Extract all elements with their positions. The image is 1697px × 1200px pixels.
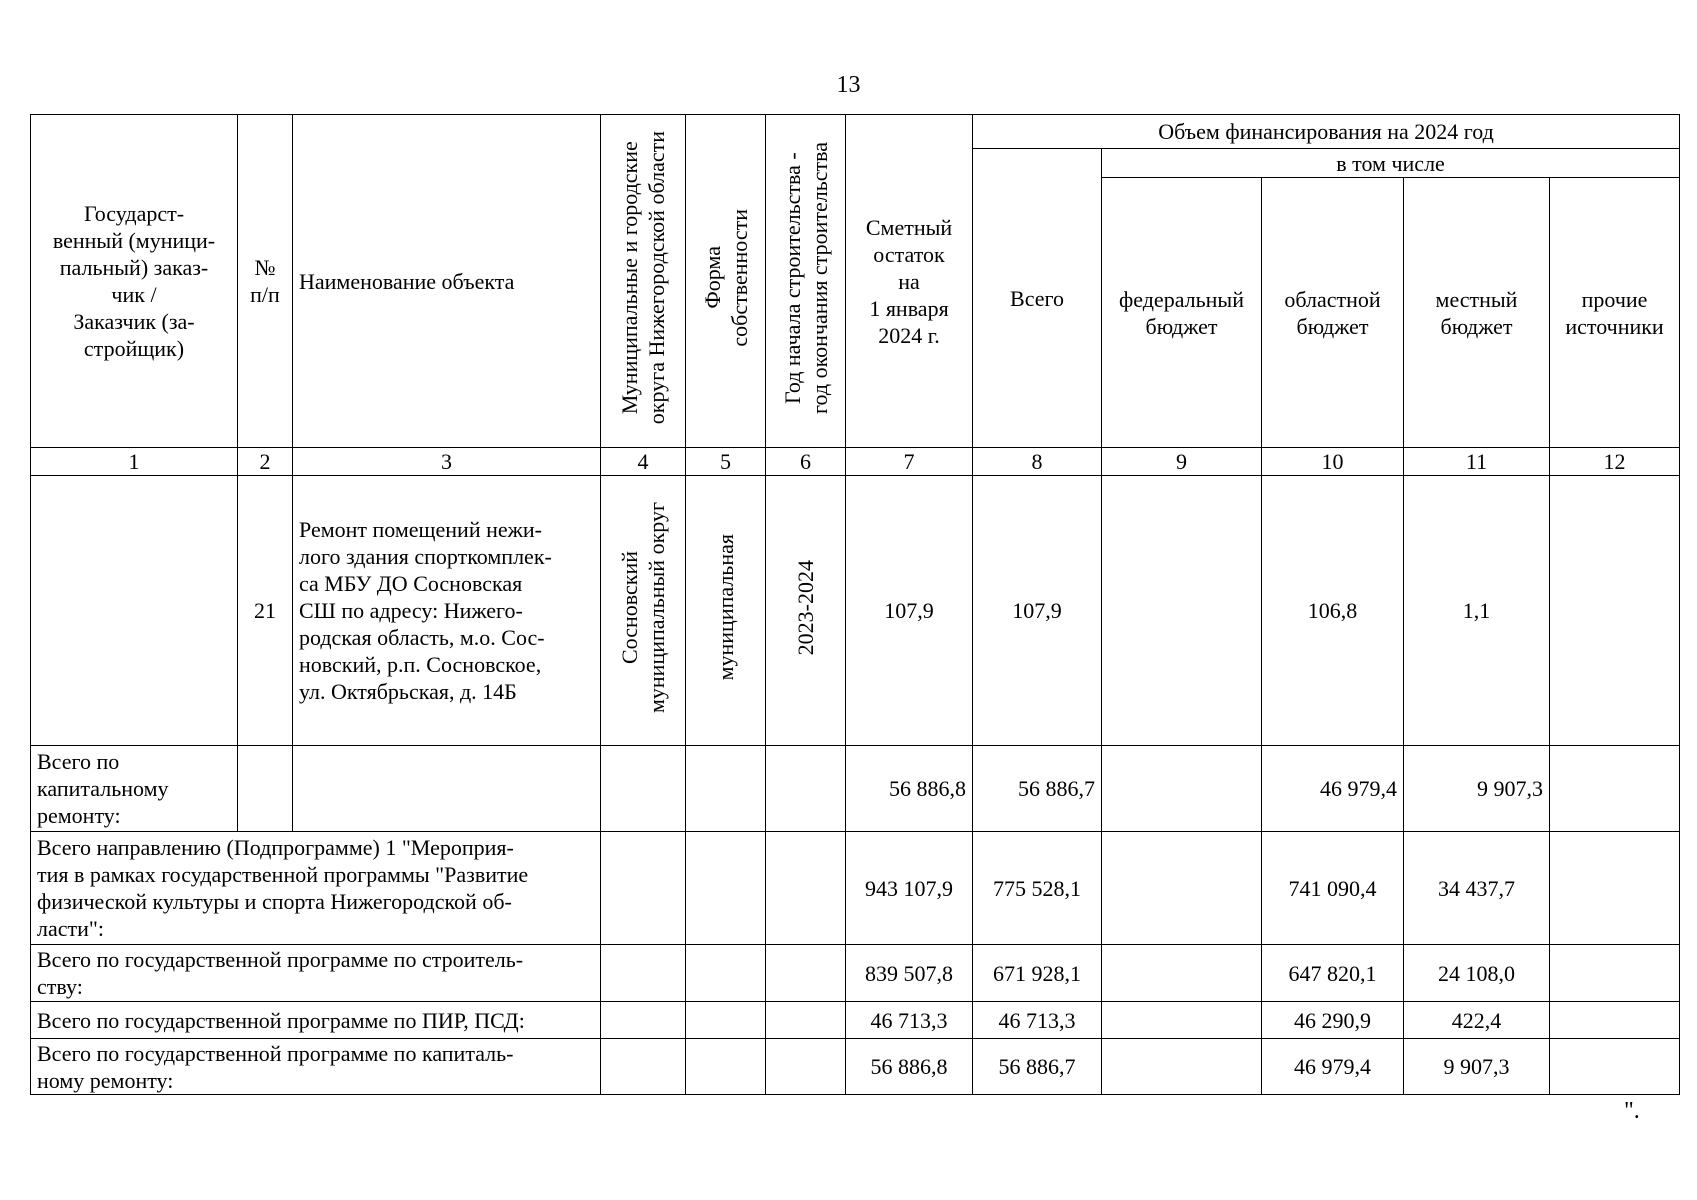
header-municipality: Муниципальные и городские округа Нижегородской области <box>601 115 686 448</box>
empty-cell <box>293 746 601 832</box>
federal-cell <box>1102 1002 1262 1039</box>
empty-cell <box>766 945 846 1002</box>
header-object-name: Наименование объекта <box>293 115 601 448</box>
federal-cell <box>1102 746 1262 832</box>
item-number: 21 <box>238 476 293 746</box>
federal-cell <box>1102 476 1262 746</box>
empty-cell <box>601 945 686 1002</box>
local-cell: 34 437,7 <box>1404 832 1550 945</box>
regional-cell: 106,8 <box>1262 476 1404 746</box>
estimate-cell: 56 886,8 <box>846 1039 973 1095</box>
column-number: 9 <box>1102 448 1262 476</box>
header-regional: областной бюджет <box>1262 178 1404 448</box>
empty-cell <box>686 746 766 832</box>
other-cell <box>1550 1039 1680 1095</box>
estimate-cell: 46 713,3 <box>846 1002 973 1039</box>
table-row-item-21 <box>31 476 1680 746</box>
summary-label: Всего по государственной программе по строитель- ству: <box>31 945 601 1002</box>
regional-cell: 46 979,4 <box>1262 1039 1404 1095</box>
empty-cell <box>238 746 293 832</box>
column-numbers-row <box>31 448 1680 476</box>
empty-cell <box>766 1039 846 1095</box>
header-years: Год начала строительства - год окончания строительства <box>766 115 846 448</box>
empty-cell <box>686 832 766 945</box>
federal-cell <box>1102 1039 1262 1095</box>
column-number: 7 <box>846 448 973 476</box>
estimate-cell: 943 107,9 <box>846 832 973 945</box>
total-cell: 56 886,7 <box>973 746 1102 832</box>
empty-cell <box>601 1039 686 1095</box>
header-other: прочие источники <box>1550 178 1680 448</box>
customer-cell <box>31 476 238 746</box>
local-cell: 9 907,3 <box>1404 1039 1550 1095</box>
total-cell: 671 928,1 <box>973 945 1102 1002</box>
empty-cell <box>601 746 686 832</box>
empty-cell <box>686 1002 766 1039</box>
estimate-cell: 839 507,8 <box>846 945 973 1002</box>
summary-row <box>31 746 1680 832</box>
regional-cell: 46 979,4 <box>1262 746 1404 832</box>
other-cell <box>1550 476 1680 746</box>
column-number: 2 <box>238 448 293 476</box>
ownership-cell: муниципальная <box>686 476 766 746</box>
regional-cell: 46 290,9 <box>1262 1002 1404 1039</box>
estimate-cell: 56 886,8 <box>846 746 973 832</box>
page-number: 13 <box>836 72 861 98</box>
total-cell: 775 528,1 <box>973 832 1102 945</box>
local-cell: 9 907,3 <box>1404 746 1550 832</box>
other-cell <box>1550 746 1680 832</box>
closing-quote-mark: ". <box>1624 1098 1640 1124</box>
local-cell: 24 108,0 <box>1404 945 1550 1002</box>
header-local: местный бюджет <box>1404 178 1550 448</box>
regional-cell: 741 090,4 <box>1262 832 1404 945</box>
header-federal: федеральный бюджет <box>1102 178 1262 448</box>
total-cell: 107,9 <box>973 476 1102 746</box>
federal-cell <box>1102 832 1262 945</box>
empty-cell <box>766 746 846 832</box>
column-number: 10 <box>1262 448 1404 476</box>
financing-table <box>30 114 1680 1095</box>
empty-cell <box>766 1002 846 1039</box>
summary-row <box>31 945 1680 1002</box>
column-number: 8 <box>973 448 1102 476</box>
summary-label: Всего по капитальному ремонту: <box>31 746 238 832</box>
summary-row <box>31 832 1680 945</box>
total-cell: 46 713,3 <box>973 1002 1102 1039</box>
header-estimate: Сметный остаток на 1 января 2024 г. <box>846 115 973 448</box>
estimate-cell: 107,9 <box>846 476 973 746</box>
years-cell: 2023-2024 <box>766 476 846 746</box>
column-number: 4 <box>601 448 686 476</box>
header-including: в том числе <box>1102 149 1680 178</box>
empty-cell <box>686 945 766 1002</box>
federal-cell <box>1102 945 1262 1002</box>
summary-row <box>31 1002 1680 1039</box>
column-number: 12 <box>1550 448 1680 476</box>
object-name: Ремонт помещений нежи- лого здания спорткомплек- са МБУ ДО Сосновская СШ по адресу: Нижего- родская область, м.о. Сос- новский, р.п. Сосновское, ул. Октябрьская, д. 14Б <box>293 476 601 746</box>
local-cell: 1,1 <box>1404 476 1550 746</box>
header-funding-group: Объем финансирования на 2024 год <box>973 115 1680 149</box>
header-total: Всего <box>973 149 1102 448</box>
empty-cell <box>601 1002 686 1039</box>
column-number: 1 <box>31 448 238 476</box>
column-number: 6 <box>766 448 846 476</box>
regional-cell: 647 820,1 <box>1262 945 1404 1002</box>
header-num: № п/п <box>238 115 293 448</box>
header-customer: Государст- венный (муници- пальный) заказ- чик / Заказчик (за- стройщик) <box>31 115 238 448</box>
empty-cell <box>601 832 686 945</box>
total-cell: 56 886,7 <box>973 1039 1102 1095</box>
local-cell: 422,4 <box>1404 1002 1550 1039</box>
other-cell <box>1550 832 1680 945</box>
header-row-1 <box>31 115 1680 149</box>
header-ownership: Форма собственности <box>686 115 766 448</box>
empty-cell <box>686 1039 766 1095</box>
column-number: 11 <box>1404 448 1550 476</box>
municipality-cell: Сосновский муниципальный округ <box>601 476 686 746</box>
summary-label: Всего по государственной программе по капиталь- ному ремонту: <box>31 1039 601 1095</box>
column-number: 5 <box>686 448 766 476</box>
empty-cell <box>766 832 846 945</box>
summary-row <box>31 1039 1680 1095</box>
other-cell <box>1550 945 1680 1002</box>
summary-label: Всего направлению (Подпрограмме) 1 "Мероприя- тия в рамках государственной программы "Развитие физической культуры и спорта Нижегородской об- ласти": <box>31 832 601 945</box>
column-number: 3 <box>293 448 601 476</box>
other-cell <box>1550 1002 1680 1039</box>
summary-label: Всего по государственной программе по ПИР, ПСД: <box>31 1002 601 1039</box>
